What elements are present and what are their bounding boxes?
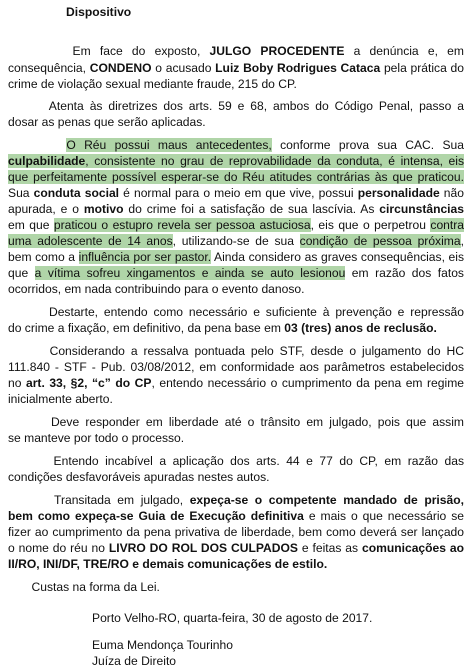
text-segment: Sua — [8, 186, 34, 200]
text-segment: a denúncia e, em — [344, 44, 464, 58]
text-segment: expeça-se o competente mandado de prisão, — [189, 493, 464, 507]
paragraph-circumstances-line — [8, 169, 464, 185]
text-segment: pela prática do — [380, 61, 464, 75]
text-segment: o nome do réu no — [8, 541, 109, 555]
text-segment: Atenta às diretrizes dos arts. 59 e 68, ambos do Código Penal, passo a — [8, 99, 464, 113]
text-segment: inicialmente aberto. — [8, 392, 113, 406]
text-segment: Luiz Boby Rodrigues Cataca — [215, 61, 381, 75]
text-segment: e mais o que necessário se — [303, 509, 464, 523]
date-line: Porto Velho-RO, quarta-feira, 30 de agosto de 2017. — [92, 611, 373, 625]
paragraph-circumstances-line — [8, 281, 464, 297]
text-segment: do crime foi a satisfação de sua lascívia. As — [123, 202, 380, 216]
text-segment: JULGO PROCEDENTE — [209, 44, 345, 58]
text-segment: , utilizando-se de sua — [172, 234, 300, 248]
paragraph-liberty-line — [8, 414, 464, 430]
text-segment: crime de violação sexual mediante fraude, 215 do CP. — [8, 77, 297, 91]
paragraph-verdict-line — [8, 43, 464, 59]
paragraph-regime-line — [8, 375, 464, 391]
text-segment: , entendo necessário o cumprimento da pena em regime — [151, 376, 464, 390]
text-segment: Transitada em julgado, — [8, 493, 190, 507]
paragraph-costs-line — [8, 579, 464, 595]
paragraph-circumstances-line — [8, 201, 464, 217]
paragraph-final-orders-line — [8, 540, 464, 556]
highlighted-text: culpabilidade — [8, 154, 86, 168]
text-segment: Deve responder em liberdade até o trânsito em julgado, pois que assim — [8, 415, 464, 429]
text-segment: Destarte, entendo como necessário e suficiente à prevenção e repressão — [8, 305, 464, 319]
paragraph-substitution-line — [8, 469, 464, 485]
text-segment: 111.840 - STF - Pub. 03/08/2012, em conformidade aos parâmetros estabelecidos — [8, 360, 464, 374]
section-heading: Dispositivo — [66, 5, 132, 19]
text-segment: bem como expeça-se Guia de Execução definitiva — [8, 509, 304, 523]
text-segment: Ainda considero as graves consequências, eis — [211, 250, 465, 264]
text-segment: personalidade — [357, 186, 440, 200]
text-segment: não — [439, 186, 464, 200]
paragraph-verdict-line — [8, 60, 464, 76]
paragraph-circumstances-line — [8, 265, 464, 281]
text-segment: ocorridos, em nada contribuindo para o evento danoso. — [8, 282, 305, 296]
highlighted-text: a vítima sofreu xingamentos e ainda se auto lesionou — [34, 266, 346, 280]
text-segment: art. 33, §2, “c” do CP — [25, 376, 152, 390]
paragraph-final-orders-line — [8, 556, 464, 572]
text-segment: do crime a fixação, em definitivo, da pena base em — [8, 321, 285, 335]
text-segment: o acusado — [151, 61, 216, 75]
text-segment: é normal para o meio em que vive, possui — [119, 186, 358, 200]
text-segment: fizer ao cumprimento da pena privativa de liberdade, bem como deverá ser lançado — [8, 525, 464, 539]
text-segment: Em face do exposto, — [8, 44, 210, 58]
text-segment: CONDENO — [89, 61, 152, 75]
text-segment: LIVRO DO ROL DOS CULPADOS — [108, 541, 298, 555]
text-segment: II/RO, INI/DF, TRE/RO e demais comunicações de estilo. — [8, 557, 328, 571]
paragraph-circumstances-line — [8, 217, 464, 233]
text-segment: consequência, — [8, 61, 90, 75]
text-segment: e feitas as — [297, 541, 362, 555]
highlighted-text: uma adolescente de 14 anos — [8, 234, 173, 248]
paragraph-circumstances-line — [8, 153, 464, 169]
text-segment: que — [8, 266, 35, 280]
text-segment: conduta social — [33, 186, 120, 200]
paragraph-liberty-line — [8, 430, 464, 446]
paragraph-regime-line — [8, 343, 464, 359]
text-segment: motivo — [83, 202, 124, 216]
judge-title: Juíza de Direito — [92, 654, 177, 668]
text-segment: se manteve por todo o processo. — [8, 431, 185, 445]
highlighted-text: que perfeitamente possível esperar-se do Réu atitudes contrárias às que praticou. — [8, 170, 464, 184]
paragraph-base-penalty-line — [8, 320, 464, 336]
paragraph-circumstances-line — [8, 185, 464, 201]
paragraph-final-orders-line — [8, 524, 464, 540]
paragraph-circumstances-line — [8, 249, 464, 265]
paragraph-regime-line — [8, 391, 464, 407]
text-segment: circunstâncias — [379, 202, 464, 216]
text-segment: conforme prova sua CAC. Sua — [271, 138, 464, 152]
text-segment: , — [460, 234, 464, 248]
text-segment: apurada, e o — [8, 202, 84, 216]
text-segment: no — [8, 376, 26, 390]
paragraph-base-penalty-line — [8, 304, 464, 320]
text-segment: em que — [8, 218, 54, 232]
paragraph-circumstances-line — [8, 137, 464, 153]
text-segment — [8, 138, 66, 152]
paragraph-final-orders-line — [8, 492, 464, 508]
highlighted-text: praticou o estupro revela ser pessoa astuciosa — [53, 218, 311, 232]
highlighted-text: , consistente no grau de reprovabilidade da conduta, é intensa, eis — [85, 154, 464, 168]
highlighted-text: contra — [430, 218, 465, 232]
paragraph-verdict-line — [8, 76, 464, 92]
text-segment: dosar as penas que serão aplicadas. — [8, 115, 206, 129]
paragraph-dosimetry-line — [8, 98, 464, 114]
judge-name: Euma Mendonça Tourinho — [92, 638, 233, 652]
text-segment: condições desfavoráveis apuradas nestes autos. — [8, 470, 270, 484]
text-segment: Considerando a ressalva pontuada pelo STF, desde o julgamento do HC — [8, 344, 464, 358]
text-segment: em razão dos fatos — [345, 266, 464, 280]
highlighted-text: influência por ser pastor. — [78, 250, 212, 264]
paragraph-final-orders-line — [8, 508, 464, 524]
highlighted-text: O Réu possui maus antecedentes, — [66, 138, 272, 152]
text-segment: comunicações ao — [361, 541, 464, 555]
text-segment: Custas na forma da Lei. — [8, 580, 160, 594]
paragraph-substitution-line — [8, 453, 464, 469]
text-segment: 03 (tres) anos de reclusão. — [284, 321, 437, 335]
paragraph-circumstances-line — [8, 233, 464, 249]
text-segment: bem como a — [8, 250, 79, 264]
highlighted-text: condição de pessoa próxima — [299, 234, 461, 248]
text-segment: Entendo incabível a aplicação dos arts. 44 e 77 do CP, em razão das — [8, 454, 464, 468]
text-segment: , eis que o perpetrou — [310, 218, 431, 232]
paragraph-dosimetry-line — [8, 114, 464, 130]
paragraph-regime-line — [8, 359, 464, 375]
